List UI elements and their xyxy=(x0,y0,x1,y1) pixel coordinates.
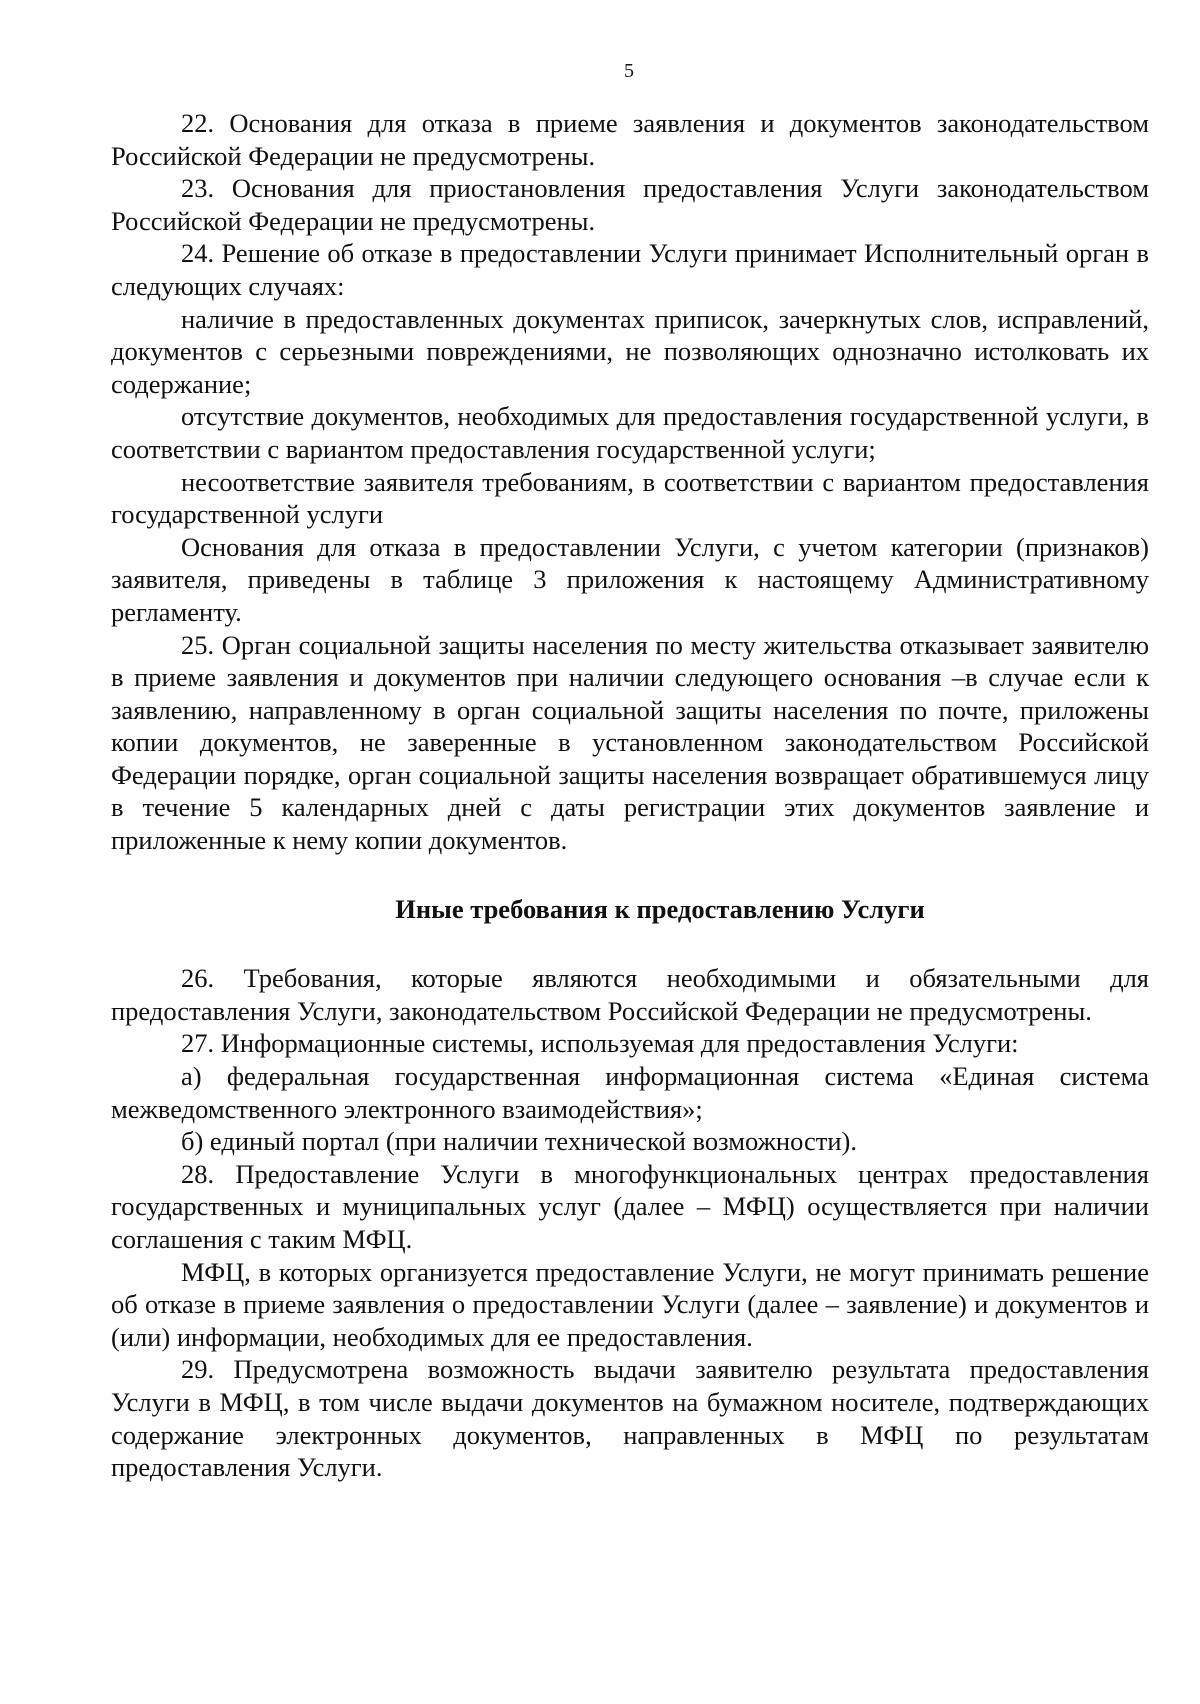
paragraph-28-mfc: МФЦ, в которых организуется предоставление Услуги, не могут принимать решение об отказе в приеме заявления о предоставлении Услуги (далее – заявление) и документов и (или) информации, необходимых для ее предоставления. xyxy=(111,1256,1149,1352)
paragraph-24: 24. Решение об отказе в предоставлении Услуги принимает Исполнительный орган в следующих случаях: xyxy=(111,238,1149,301)
paragraph-22: 22. Основания для отказа в приеме заявления и документов законодательством Российской Федерации не предусмотрены. xyxy=(111,108,1149,171)
paragraph-24-case-1: наличие в предоставленных документах приписок, зачеркнутых слов, исправлений, документов с серьезными повреждениями, не позволяющих однозначно истолковать их содержание; xyxy=(111,303,1149,399)
paragraph-27-b: б) единый портал (при наличии технической возможности). xyxy=(181,1126,857,1157)
section-heading: Иные требования к предоставлению Услуги xyxy=(395,893,925,924)
paragraph-24-case-2: отсутствие документов, необходимых для предоставления государственной услуги, в соответствии с вариантом предоставления государственной услуги; xyxy=(111,401,1149,464)
paragraph-23: 23. Основания для приостановления предоставления Услуги законодательством Российской Федерации не предусмотрены. xyxy=(111,173,1149,236)
paragraph-26: 26. Требования, которые являются необходимыми и обязательными для предоставления Услуги, законодательством Российской Федерации не предусмотрены. xyxy=(111,963,1149,1026)
paragraph-24-note: Основания для отказа в предоставлении Услуги, с учетом категории (признаков) заявителя, приведены в таблице 3 приложения к настоящему Административному регламенту. xyxy=(111,531,1149,627)
paragraph-27: 27. Информационные системы, используемая для предоставления Услуги: xyxy=(181,1028,1019,1059)
document-body xyxy=(111,107,1149,1484)
paragraph-27-a: а) федеральная государственная информационная система «Единая система межведомственного электронного взаимодействия»; xyxy=(111,1061,1149,1124)
paragraph-25: 25. Орган социальной защиты населения по месту жительства отказывает заявителю в приеме заявления и документов при наличии следующего основания –в случае если к заявлению, направленному в орган социальной защиты населения по почте, приложены копии документов, не заверенные в установленном законодательством Российской Федерации порядке, орган социальной защиты населения возвращает обратившемуся лицу в течение 5 календарных дней с даты регистрации этих документов заявление и приложенные к нему копии документов. xyxy=(111,629,1149,856)
paragraph-29: 29. Предусмотрена возможность выдачи заявителю результата предоставления Услуги в МФЦ, в том числе выдачи документов на бумажном носителе, подтверждающих содержание электронных документов, направленных в МФЦ по результатам предоставления Услуги. xyxy=(111,1354,1149,1483)
page-number: 5 xyxy=(624,60,634,82)
paragraph-24-case-3: несоответствие заявителя требованиям, в соответствии с вариантом предоставления государственной услуги xyxy=(111,466,1149,530)
paragraph-28: 28. Предоставление Услуги в многофункциональных центрах предоставления государственных и муниципальных услуг (далее – МФЦ) осуществляется при наличии соглашения с таким МФЦ. xyxy=(111,1158,1149,1254)
